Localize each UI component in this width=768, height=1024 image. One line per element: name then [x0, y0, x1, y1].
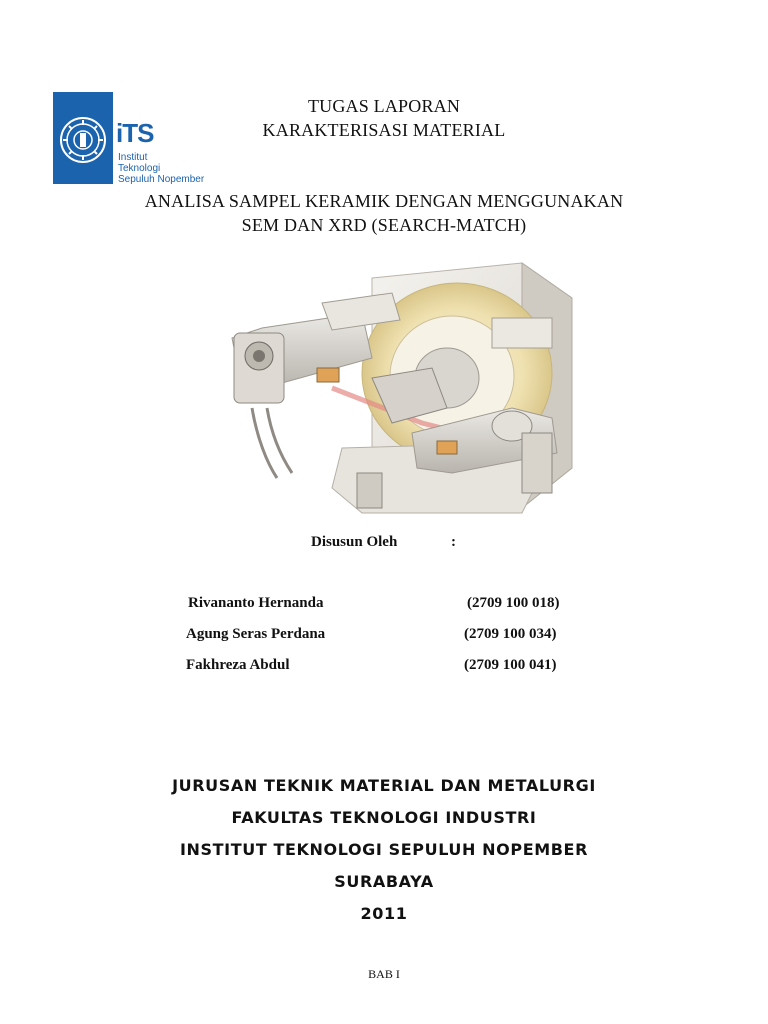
author-id-2: (2709 100 034)	[464, 626, 557, 642]
department: JURUSAN TEKNIK MATERIAL DAN METALURGI	[172, 776, 596, 795]
logo-line-institut: Institut	[118, 152, 148, 163]
year: 2011	[360, 904, 408, 923]
course-name: KARAKTERISASI MATERIAL	[262, 120, 506, 140]
city: SURABAYA	[334, 872, 434, 891]
logo-abbreviation: iTS	[116, 118, 154, 148]
author-name-2: Agung Seras Perdana	[186, 626, 326, 642]
report-type: TUGAS LAPORAN	[307, 96, 461, 116]
institution-name: INSTITUT TEKNOLOGI SEPULUH NOPEMBER	[179, 840, 588, 859]
author-name-1: Rivananto Hernanda	[188, 595, 324, 611]
faculty: FAKULTAS TEKNOLOGI INDUSTRI	[231, 808, 537, 827]
compiled-by-colon: :	[451, 534, 456, 550]
xrd-diffractometer-illustration	[222, 258, 584, 526]
logo-line-sepuluh-nopember: Sepuluh Nopember	[118, 174, 205, 185]
report-title-line2: SEM DAN XRD (SEARCH-MATCH)	[241, 215, 527, 235]
compiled-by-label: Disusun Oleh	[311, 534, 398, 550]
report-title-line1: ANALISA SAMPEL KERAMIK DENGAN MENGGUNAKAN	[144, 191, 624, 211]
logo-line-teknologi: Teknologi	[118, 163, 161, 174]
author-id-3: (2709 100 041)	[464, 657, 557, 673]
author-name-3: Fakhreza Abdul	[186, 657, 290, 673]
chapter-heading: BAB I	[368, 967, 400, 981]
author-id-1: (2709 100 018)	[467, 595, 560, 611]
